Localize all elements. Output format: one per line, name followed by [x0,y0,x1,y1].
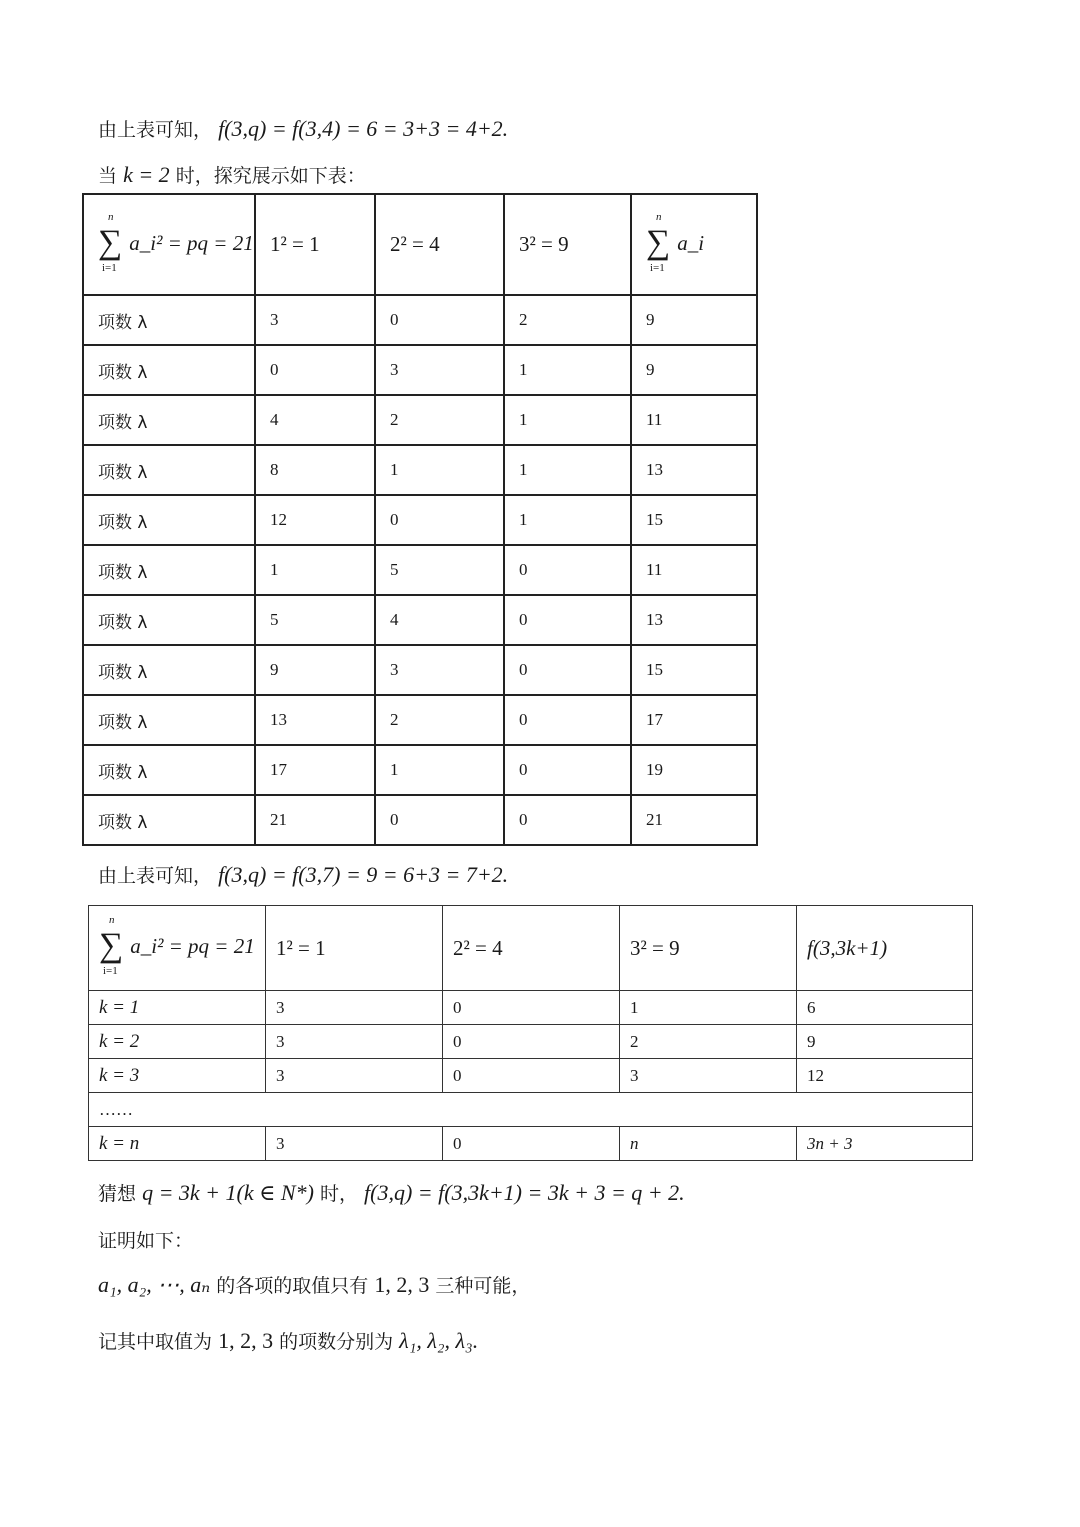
row-label: 项数 λ [83,595,255,645]
table2-header-sum [89,906,266,991]
cell: 13 [631,595,757,645]
table2-header-col2: 2² = 4 [443,906,620,991]
cell: 0 [443,1059,620,1093]
table-row [89,1127,973,1161]
cell: 0 [443,991,620,1025]
cell: 1 [504,395,631,445]
line-4-text-a: 猜想 [98,1183,137,1205]
cell: 15 [631,495,757,545]
table1-header-col1: 1² = 1 [255,194,375,295]
cell: 13 [631,445,757,495]
cell: 0 [504,695,631,745]
cell: n [620,1127,797,1161]
cell: 1 [620,991,797,1025]
cell: 6 [797,991,973,1025]
ellipsis-cell: …… [89,1093,973,1127]
line-2-text-a: 当 [98,165,118,187]
line-1-text: 由上表可知， [98,119,213,141]
line-5 [98,1228,193,1254]
table-row [83,345,757,395]
cell: 3 [375,345,504,395]
table2-header-col1: 1² = 1 [266,906,443,991]
cell: 17 [631,695,757,745]
conjecture-table [88,905,973,1161]
cell: 9 [631,345,757,395]
cell: 13 [255,695,375,745]
cell: 1 [504,445,631,495]
line-6-formula-b: 1, 2, 3 [374,1272,430,1297]
line-6-formula-a: a₁, a₂, ⋯, aₙ [98,1272,211,1297]
row-label: 项数 λ [83,545,255,595]
row-label: 项数 λ [83,395,255,445]
cell: 17 [255,745,375,795]
table-row [89,1025,973,1059]
table-row [89,1059,973,1093]
cell: 1 [375,445,504,495]
cell: 12 [255,495,375,545]
cell: 5 [375,545,504,595]
cell: 8 [255,445,375,495]
cell: 3 [266,991,443,1025]
cell: 0 [504,795,631,845]
cell: 3 [266,1059,443,1093]
table-row [83,645,757,695]
table2-sum-expr: a_i² = pq = 21 [130,933,255,958]
table-row [83,595,757,645]
cell: 0 [255,345,375,395]
line-5-text: 证明如下： [98,1230,194,1252]
line-1-formula: f(3,q) = f(3,4) = 6 = 3+3 = 4+2. [218,116,509,141]
table1-col4-expr: a_i [677,230,705,255]
line-6 [98,1272,530,1299]
cell: 3n + 3 [797,1127,973,1161]
table1-header-col4 [631,194,757,295]
cell: 0 [375,295,504,345]
k-label: k = 2 [89,1025,266,1059]
cell: 3 [255,295,375,345]
cell: 9 [797,1025,973,1059]
cell: 19 [631,745,757,795]
table1-header-sum [83,194,255,295]
line-3 [98,862,508,889]
row-label: 项数 λ [83,745,255,795]
cell: 0 [504,595,631,645]
row-label: 项数 λ [83,795,255,845]
sigma-icon: n ∑ i=1 [98,210,123,274]
table2-header-col4: f(3,3k+1) [797,906,973,991]
table-row [89,991,973,1025]
line-2 [98,162,366,189]
table1-header-col2: 2² = 4 [375,194,504,295]
cell: 0 [375,495,504,545]
cell: 21 [631,795,757,845]
line-3-text: 由上表可知， [98,865,213,887]
line-7-text-a: 记其中取值为 [98,1331,213,1353]
cell: 3 [266,1025,443,1059]
table-row [83,395,757,445]
table-row [83,545,757,595]
cell: 2 [504,295,631,345]
line-7-formula-b: λ₁, λ₂, λ₃. [399,1328,479,1353]
cell: 0 [504,745,631,795]
cell: 1 [504,495,631,545]
ellipsis-row [89,1093,973,1127]
cell: 0 [443,1025,620,1059]
line-4-text-b: 时， [319,1183,358,1205]
table-row [83,295,757,345]
cell: 21 [255,795,375,845]
cell: 9 [255,645,375,695]
table2-header-col3: 3² = 9 [620,906,797,991]
line-7-formula-a: 1, 2, 3 [218,1328,274,1353]
cell: 15 [631,645,757,695]
row-label: 项数 λ [83,445,255,495]
table1-sum-expr: a_i² = pq = 21 [129,230,254,255]
cell: 2 [375,695,504,745]
cell: 2 [620,1025,797,1059]
line-7 [98,1328,478,1355]
table2-header-row [89,906,973,991]
cell: 0 [443,1127,620,1161]
cell: 0 [375,795,504,845]
line-4 [98,1180,685,1207]
cell: 5 [255,595,375,645]
cell: 3 [266,1127,443,1161]
cell: 3 [620,1059,797,1093]
line-4-formula-a: q = 3k + 1(k ∈ N*) [142,1180,314,1205]
line-6-text-a: 的各项的取值只有 [216,1275,369,1297]
table-row [83,445,757,495]
line-2-text-b: 时，探究展示如下表： [175,165,366,187]
line-4-formula-b: f(3,q) = f(3,3k+1) = 3k + 3 = q + 2. [364,1180,685,1205]
line-6-text-b: 三种可能， [435,1275,531,1297]
cell: 3 [375,645,504,695]
k-label: k = n [89,1127,266,1161]
sigma-icon: n ∑ i=1 [646,210,671,274]
row-label: 项数 λ [83,295,255,345]
table-row [83,795,757,845]
row-label: 项数 λ [83,645,255,695]
cell: 9 [631,295,757,345]
cell: 4 [375,595,504,645]
line-3-formula: f(3,q) = f(3,7) = 9 = 6+3 = 7+2. [218,862,509,887]
cell: 12 [797,1059,973,1093]
cell: 1 [375,745,504,795]
table1-header-col3: 3² = 9 [504,194,631,295]
table-row [83,745,757,795]
cell: 1 [504,345,631,395]
cell: 2 [375,395,504,445]
cell: 11 [631,395,757,445]
k-label: k = 3 [89,1059,266,1093]
row-label: 项数 λ [83,495,255,545]
cell: 1 [255,545,375,595]
k-label: k = 1 [89,991,266,1025]
exploration-table-k2 [82,193,758,846]
cell: 0 [504,645,631,695]
cell: 4 [255,395,375,445]
cell: 11 [631,545,757,595]
line-7-text-b: 的项数分别为 [279,1331,394,1353]
table-row [83,695,757,745]
row-label: 项数 λ [83,695,255,745]
sigma-icon: n ∑ i=1 [99,914,124,977]
row-label: 项数 λ [83,345,255,395]
cell: 0 [504,545,631,595]
table-row [83,495,757,545]
table1-header-row [83,194,757,295]
line-1 [98,116,508,143]
line-2-formula: k = 2 [123,162,170,187]
